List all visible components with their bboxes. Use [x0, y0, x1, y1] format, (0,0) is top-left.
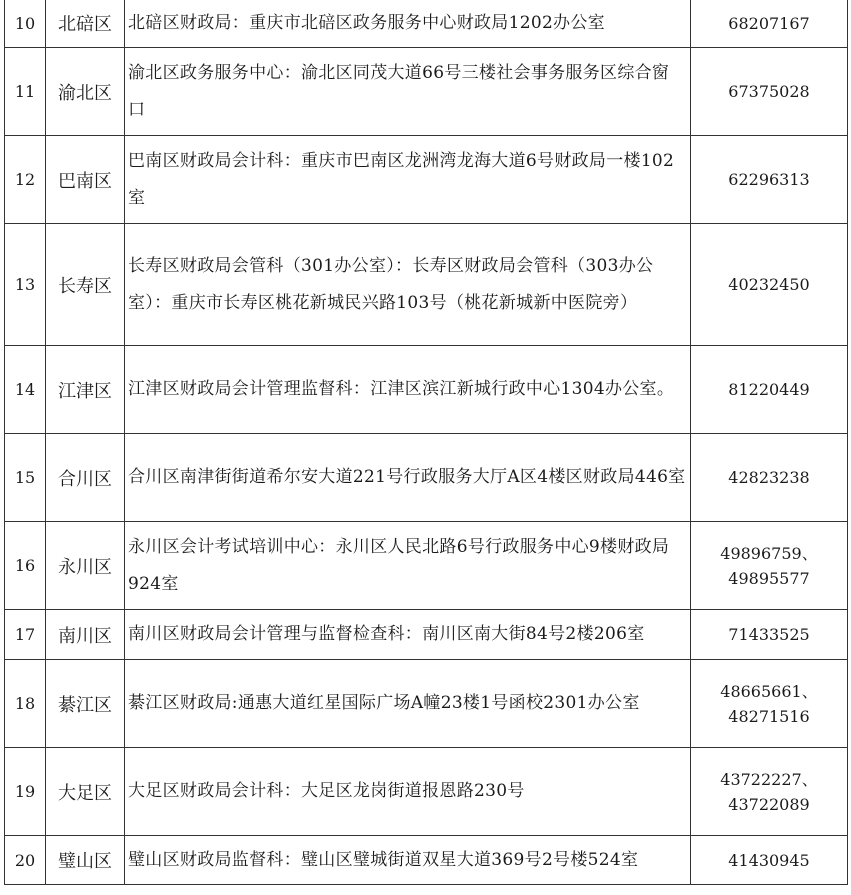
phone-number: 40232450: [728, 275, 810, 294]
district-name: 永川区: [46, 522, 125, 610]
phone-number: 48665661、: [720, 681, 818, 701]
row-number: 13: [5, 224, 46, 346]
office-address: 江津区财政局会计管理监督科：江津区滨江新城行政中心1304办公室。: [125, 346, 691, 434]
phone-cell: [691, 522, 848, 610]
phone-cell: [691, 0, 848, 48]
district-name: 长寿区: [46, 224, 125, 346]
office-address: 南川区财政局会计管理与监督检查科：南川区南大街84号2楼206室: [125, 610, 691, 660]
table-row: [5, 0, 848, 48]
office-address: 合川区南津街街道希尔安大道221号行政服务大厅A区4楼区财政局446室: [125, 434, 691, 522]
phone-cell: [691, 224, 848, 346]
table-row: [5, 522, 848, 610]
row-number: 19: [5, 748, 46, 836]
row-number: 20: [5, 836, 46, 885]
district-name: 合川区: [46, 434, 125, 522]
district-name: 巴南区: [46, 136, 125, 224]
phone-cell: [691, 748, 848, 836]
office-address: 璧山区财政局监督科：璧山区璧城街道双星大道369号2号楼524室: [125, 836, 691, 885]
district-name: 大足区: [46, 748, 125, 836]
phone-cell: [691, 136, 848, 224]
row-number: 14: [5, 346, 46, 434]
office-address: 永川区会计考试培训中心：永川区人民北路6号行政服务中心9楼财政局924室: [125, 522, 691, 610]
phone-number: 81220449: [728, 380, 810, 399]
district-name: 北碚区: [46, 0, 125, 48]
phone-number: 43722089: [728, 794, 810, 814]
phone-number: 49895577: [728, 568, 810, 588]
phone-cell: [691, 660, 848, 748]
table-row: [5, 434, 848, 522]
phone-cell: [691, 434, 848, 522]
office-address: 北碚区财政局：重庆市北碚区政务服务中心财政局1202办公室: [125, 0, 691, 48]
row-number: 10: [5, 0, 46, 48]
table-row: [5, 660, 848, 748]
office-address: 渝北区政务服务中心：渝北区同茂大道66号三楼社会事务服务区综合窗口: [125, 48, 691, 136]
phone-number: 42823238: [728, 468, 810, 487]
row-number: 15: [5, 434, 46, 522]
phone-number: 67375028: [728, 82, 810, 101]
district-name: 綦江区: [46, 660, 125, 748]
table-row: [5, 48, 848, 136]
phone-cell: [691, 48, 848, 136]
office-address: 长寿区财政局会管科（301办公室）：长寿区财政局会管科（303办公室）：重庆市长寿区桃花新城民兴路103号（桃花新城新中医院旁）: [125, 224, 691, 346]
row-number: 17: [5, 610, 46, 660]
office-address: 大足区财政局会计科：大足区龙岗街道报恩路230号: [125, 748, 691, 836]
phone-number: 71433525: [728, 625, 810, 644]
table-row: [5, 224, 848, 346]
phone-number: 68207167: [728, 13, 810, 33]
table-row: [5, 836, 848, 885]
row-number: 11: [5, 48, 46, 136]
phone-number: 49896759、: [720, 543, 818, 563]
row-number: 12: [5, 136, 46, 224]
row-number: 18: [5, 660, 46, 748]
phone-number: 62296313: [728, 170, 810, 189]
table-row: [5, 346, 848, 434]
district-name: 渝北区: [46, 48, 125, 136]
district-name: 江津区: [46, 346, 125, 434]
row-number: 16: [5, 522, 46, 610]
office-address: 綦江区财政局:通惠大道红星国际广场A幢23楼1号函校2301办公室: [125, 660, 691, 748]
phone-number: 48271516: [728, 706, 810, 726]
phone-cell: [691, 836, 848, 885]
table-row: [5, 748, 848, 836]
phone-cell: [691, 610, 848, 660]
phone-number: 41430945: [728, 850, 810, 870]
phone-cell: [691, 346, 848, 434]
office-table-body: [5, 0, 848, 885]
office-table: [4, 0, 848, 885]
district-name: 南川区: [46, 610, 125, 660]
table-row: [5, 610, 848, 660]
phone-number: 43722227、: [720, 769, 818, 789]
office-address: 巴南区财政局会计科：重庆市巴南区龙洲湾龙海大道6号财政局一楼102室: [125, 136, 691, 224]
table-row: [5, 136, 848, 224]
district-name: 璧山区: [46, 836, 125, 885]
